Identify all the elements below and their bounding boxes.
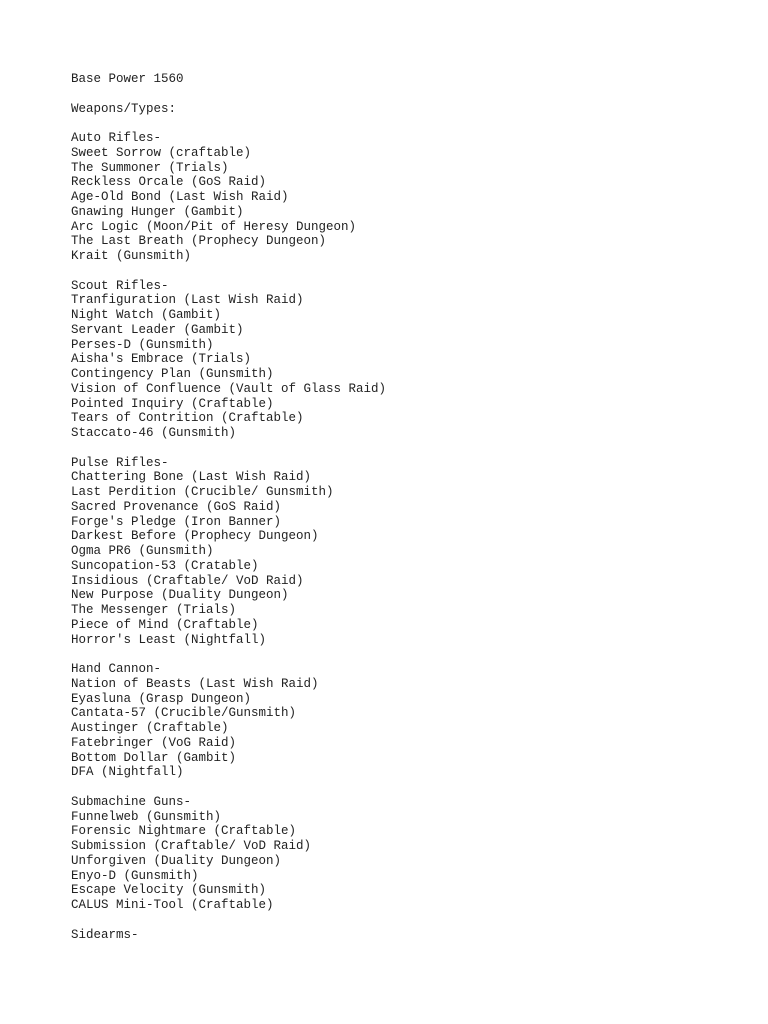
weapon-item: Horror's Least (Nightfall) [71,632,267,647]
weapon-item: Tranfiguration (Last Wish Raid) [71,293,304,308]
weapon-item: Ogma PR6 (Gunsmith) [71,544,214,558]
weapon-item: Insidious (Craftable/ VoD Raid) [71,573,304,588]
weapon-item: DFA (Nightfall) [71,765,184,780]
weapon-item: Arc Logic (Moon/Pit of Heresy Dungeon) [71,219,357,234]
weapon-item: Age-Old Bond (Last Wish Raid) [71,190,289,204]
weapon-item: Funnelweb (Gunsmith) [71,809,222,824]
weapon-item: Servant Leader (Gambit) [71,322,244,337]
blank-line [71,441,751,456]
weapon-section [71,456,751,663]
weapon-item: New Purpose (Duality Dungeon) [71,588,289,603]
weapon-section [71,279,751,456]
blank-line [71,116,751,131]
weapon-section [71,131,751,279]
weapon-item: Forensic Nightmare (Craftable) [71,824,297,839]
weapon-item: The Summoner (Trials) [71,160,229,175]
section-heading: Hand Cannon- [71,662,162,676]
weapon-section [71,928,751,943]
weapon-item: Pointed Inquiry (Craftable) [71,396,274,411]
blank-line [71,913,751,928]
weapon-item: Night Watch (Gambit) [71,308,222,322]
weapon-item: Chattering Bone (Last Wish Raid) [71,470,312,485]
weapon-item: Fatebringer (VoG Raid) [71,735,237,750]
weapon-item: Cantata-57 (Crucible/Gunsmith) [71,706,297,721]
weapon-item: Tears of Contrition (Craftable) [71,411,304,426]
weapon-item: Krait (Gunsmith) [71,249,192,263]
weapon-item: CALUS Mini-Tool (Craftable) [71,898,274,912]
weapon-item: Staccato-46 (Gunsmith) [71,426,237,440]
weapon-item: Enyo-D (Gunsmith) [71,868,199,883]
weapon-item: Gnawing Hunger (Gambit) [71,204,244,219]
weapon-item: Forge's Pledge (Iron Banner) [71,514,282,529]
weapon-item: The Last Breath (Prophecy Dungeon) [71,234,327,249]
weapon-item: Sacred Provenance (GoS Raid) [71,499,282,514]
base-power-line: Base Power 1560 [71,72,184,86]
weapon-sections [71,131,751,942]
weapon-item: Bottom Dollar (Gambit) [71,750,237,765]
weapon-item: Austinger (Craftable) [71,721,229,735]
weapon-item: The Messenger (Trials) [71,603,237,617]
section-heading: Pulse Rifles- [71,455,169,470]
weapon-item: Vision of Confluence (Vault of Glass Raid) [71,381,387,396]
weapon-section [71,795,751,928]
section-heading: Scout Rifles- [71,278,169,293]
weapon-item: Eyasluna (Grasp Dungeon) [71,691,252,706]
weapon-item: Nation of Beasts (Last Wish Raid) [71,676,319,691]
weapon-item: Escape Velocity (Gunsmith) [71,883,267,898]
weapon-item: Aisha's Embrace (Trials) [71,352,252,367]
weapon-item: Contingency Plan (Gunsmith) [71,367,274,381]
weapon-item: Unforgiven (Duality Dungeon) [71,853,282,868]
weapon-item: Reckless Orcale (GoS Raid) [71,175,267,190]
weapon-item: Darkest Before (Prophecy Dungeon) [71,529,319,544]
section-heading: Submachine Guns- [71,794,192,809]
weapon-section [71,662,751,795]
section-heading: Auto Rifles- [71,131,162,145]
weapons-types-heading: Weapons/Types: [71,101,177,116]
weapon-item: Submission (Craftable/ VoD Raid) [71,839,312,853]
section-heading: Sidearms- [71,927,139,942]
weapon-item: Last Perdition (Crucible/ Gunsmith) [71,485,334,499]
weapon-item: Perses-D (Gunsmith) [71,337,214,352]
weapon-item: Suncopation-53 (Cratable) [71,558,259,573]
weapon-item: Piece of Mind (Craftable) [71,617,259,632]
weapon-item: Sweet Sorrow (craftable) [71,145,252,160]
document-page [71,72,751,942]
blank-line [71,780,751,795]
blank-line [71,264,751,279]
blank-line [71,647,751,662]
blank-line [71,87,751,102]
